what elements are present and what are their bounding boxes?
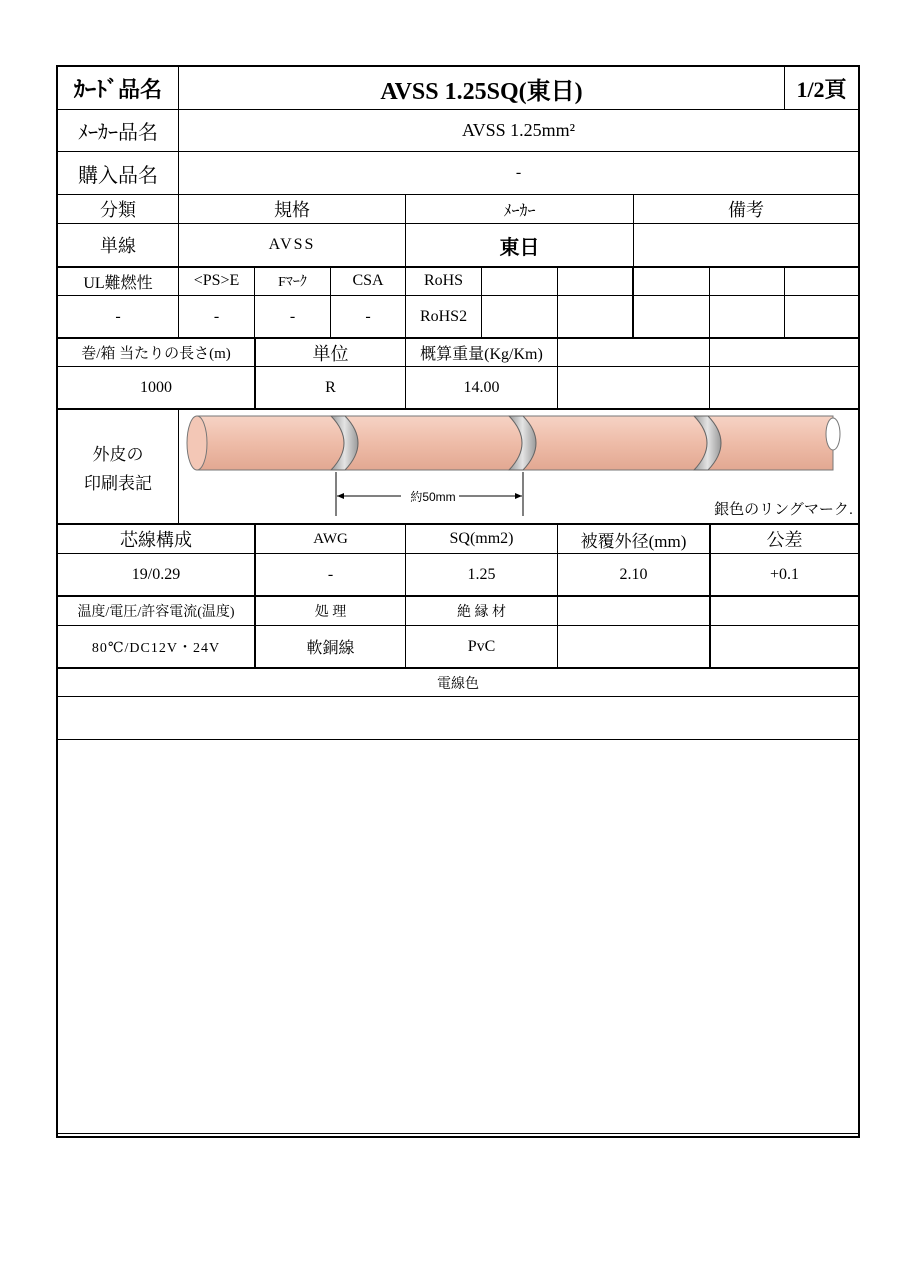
unit-header: 単位: [312, 343, 349, 364]
card-name-value: AVSS 1.25SQ(東日): [380, 78, 583, 105]
insulation-header: 絶 縁 材: [457, 605, 506, 620]
strand-construction-header: 芯線構成: [120, 530, 192, 550]
card-name-label: ｶｰﾄﾞ品名: [73, 76, 162, 102]
weight-value: 14.00: [463, 378, 500, 396]
ul-flame-value: -: [115, 307, 121, 325]
temperature-rating-header: 温度/電圧/許容電流(温度): [77, 605, 235, 620]
outer-diameter-value: 2.10: [619, 565, 648, 583]
csa-value: -: [365, 307, 371, 325]
maker-name-value: AVSS 1.25mm²: [461, 120, 576, 140]
pse-value: -: [213, 307, 220, 325]
rohs-value: RoHS2: [419, 307, 468, 325]
f-mark-header: Fﾏｰｸ: [278, 275, 307, 290]
insulation-value: PvC: [467, 637, 496, 655]
ul-flame-header: UL難燃性: [83, 274, 153, 292]
purchase-name-value: -: [515, 164, 522, 181]
treatment-value: 軟銅線: [306, 640, 355, 657]
maker-name-label: ﾒｰｶｰ品名: [78, 122, 158, 144]
length-per-reel-value: 1000: [140, 378, 172, 396]
classification-value: 単線: [100, 236, 136, 256]
standard-value: AVSS: [268, 236, 316, 253]
awg-value: -: [327, 565, 334, 583]
ring-mark-note: 銀色のリングマーク.: [714, 500, 853, 518]
sq-value: 1.25: [467, 565, 496, 583]
purchase-name-label: 購入品名: [78, 164, 158, 187]
strand-construction-value: 19/0.29: [131, 565, 181, 583]
wire-body: [187, 416, 840, 470]
remarks-header: 備考: [728, 200, 764, 220]
csa-header: CSA: [352, 272, 384, 289]
print-mark-label-line1: 外皮の: [92, 444, 144, 464]
temperature-rating-value: 80℃/DC12V・24V: [91, 640, 221, 656]
sq-header: SQ(mm2): [449, 530, 514, 547]
remarks-value: [634, 224, 858, 266]
standard-header: 規格: [274, 200, 310, 220]
length-per-reel-header: 巻/箱 当たりの長さ(m): [81, 346, 231, 362]
rohs-header: RoHS: [423, 272, 464, 289]
outer-diameter-header: 被覆外径(mm): [580, 531, 687, 551]
page-number: 1/2頁: [796, 76, 847, 102]
print-mark-label-line2: 印刷表記: [84, 473, 152, 493]
spec-sheet: [56, 65, 860, 1138]
weight-header: 概算重量(Kg/Km): [420, 346, 543, 363]
maker-header: ﾒｰｶｰ: [503, 202, 536, 220]
tolerance-header: 公差: [766, 530, 803, 550]
unit-value: R: [325, 378, 336, 396]
dimension-label: 約50mm: [410, 489, 456, 504]
wire-color-value: [58, 697, 858, 739]
wire-color-header: 電線色: [437, 676, 479, 692]
f-mark-value: -: [289, 307, 296, 325]
awg-header: AWG: [313, 530, 348, 547]
pse-header: <PS>E: [193, 272, 240, 289]
classification-header: 分類: [100, 200, 136, 220]
tolerance-value: +0.1: [769, 565, 800, 583]
maker-value: 東日: [499, 236, 540, 259]
treatment-header: 処 理: [314, 605, 347, 620]
